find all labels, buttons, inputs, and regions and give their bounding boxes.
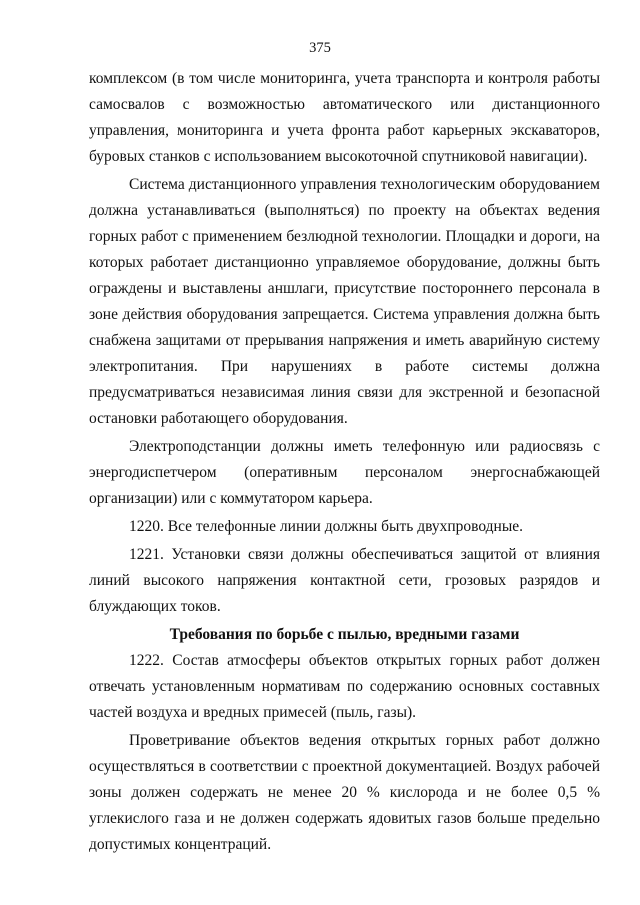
paragraph-substations: Электроподстанции должны иметь телефонную или радиосвязь с энергодиспетчером (оперативным персоналом энергоснабжающей организации) или с коммутатором карьера.	[89, 438, 600, 507]
paragraph-ventilation: Проветривание объектов ведения открытых горных работ должно осуществляться в соответствии с проектной документацией. Воздух рабочей зоны должен содержать не менее 20 % кислорода и не более 0,5 % углекислого газа и не должен содержать ядовитых газов больше предельно допустимых концентраций.	[89, 732, 600, 853]
paragraph-continuation: комплексом (в том числе мониторинга, учета транспорта и контроля работы самосвалов с возможностью автоматического или дистанционного управления, мониторинга и учета фронта работ карьерных экскаваторов, буровых станков с использованием высокоточной спутниковой навигации).	[89, 70, 600, 165]
page-number: 375	[309, 40, 331, 56]
paragraph-remote-control: Система дистанционного управления технологическим оборудованием должна устанавливаться (выполняться) по проекту на объектах ведения горных работ с применением безлюдной технологии. Площадки и дороги, на которых работает дистанционно управляемое оборудование, должны быть ограждены и выставлены аншлаги, присутствие постороннего персонала в зоне действия оборудования запрещается. Система управления должна быть снабжена защитами от прерывания напряжения и иметь аварийную систему электропитания. При нарушениях в работе системы должна предусматриваться независимая линия связи для экстренной и безопасной остановки работающего оборудования.	[89, 176, 600, 427]
body-text	[89, 66, 600, 858]
paragraph-1222: 1222. Состав атмосферы объектов открытых горных работ должен отвечать установленным нормативам по содержанию основных составных частей воздуха и вредных примесей (пыль, газы).	[89, 652, 600, 721]
paragraph-1221: 1221. Установки связи должны обеспечиваться защитой от влияния линий высокого напряжения контактной сети, грозовых разрядов и блуждающих токов.	[89, 546, 600, 615]
paragraph-1220: 1220. Все телефонные линии должны быть двухпроводные.	[129, 518, 524, 535]
section-heading: Требования по борьбе с пылью, вредными газами	[169, 626, 520, 643]
